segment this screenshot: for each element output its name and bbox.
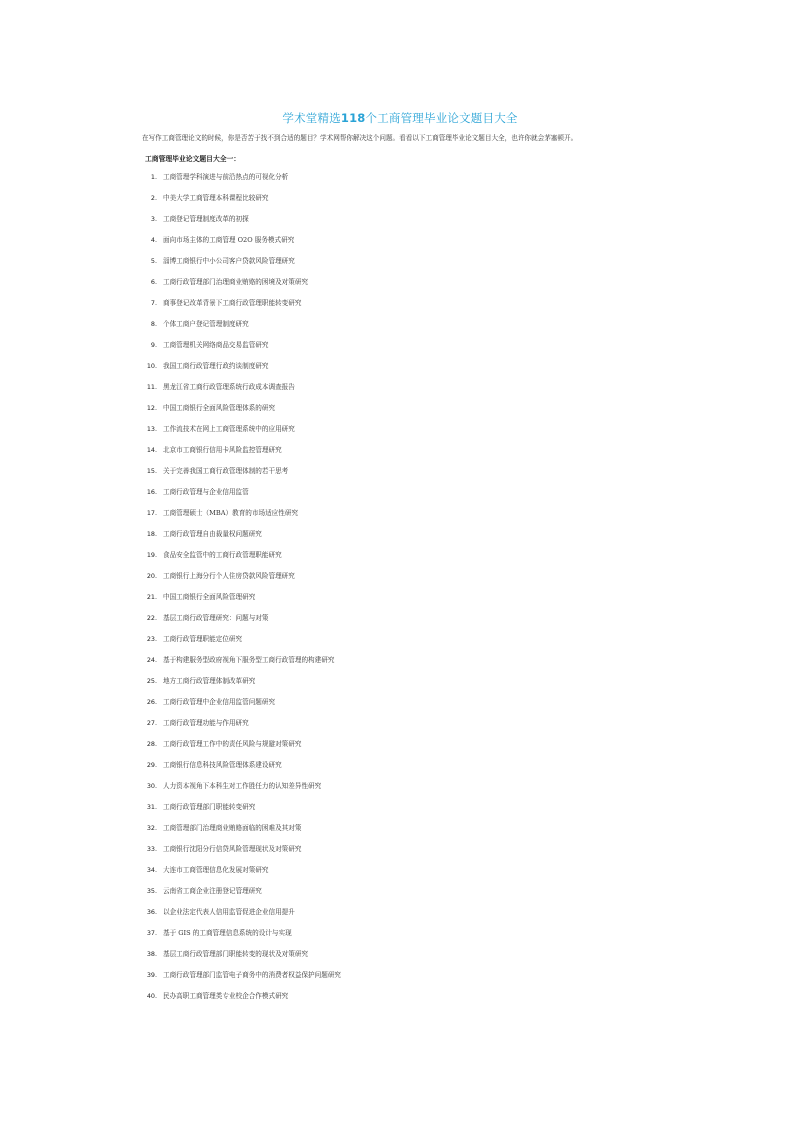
item-text: 大连市工商管理信息化发展对策研究: [163, 866, 269, 874]
list-item: [140, 277, 660, 298]
item-number: 8: [150, 320, 155, 328]
list-item: [140, 907, 660, 928]
item-number: 23: [146, 635, 155, 643]
item-separator: .: [155, 740, 158, 748]
item-text: 工商行政管理职能定位研究: [163, 635, 243, 643]
item-number: 34: [146, 866, 155, 874]
item-separator: .: [155, 635, 158, 643]
item-text: 工商银行沈阳分行信贷风险管理现状及对策研究: [163, 845, 302, 853]
item-text: 黑龙江省工商行政管理系统行政成本调查报告: [163, 383, 295, 391]
item-number: 39: [146, 971, 155, 979]
list-item: [140, 571, 660, 592]
item-text: 基于构建服务型政府视角下服务型工商行政管理的构建研究: [163, 656, 335, 664]
list-item: [140, 487, 660, 508]
item-number: 10: [146, 362, 155, 370]
list-item: [140, 865, 660, 886]
title-prefix: 学术堂精选: [282, 111, 341, 125]
item-text: 北京市工商银行信用卡风险监控管理研究: [163, 446, 282, 454]
item-text: 民办高职工商管理类专业校企合作模式研究: [163, 992, 289, 1000]
item-number: 36: [146, 908, 155, 916]
item-text: 关于完善我国工商行政管理体制的若干思考: [163, 467, 289, 475]
list-item: [140, 613, 660, 634]
list-item: [140, 172, 660, 193]
item-text: 工商行政管理自由裁量权问题研究: [163, 530, 262, 538]
item-separator: .: [155, 572, 158, 580]
list-item: [140, 991, 660, 1012]
item-separator: .: [155, 278, 158, 286]
item-number: 11: [146, 383, 155, 391]
item-separator: .: [155, 950, 158, 958]
list-item: [140, 550, 660, 571]
list-item: [140, 424, 660, 445]
item-text: 工商登记管理制度改革的初探: [163, 215, 249, 223]
list-item: [140, 676, 660, 697]
list-item: [140, 193, 660, 214]
item-text: 工商行政管理部门治理商业贿赂的困境及对策研究: [163, 278, 309, 286]
item-separator: .: [155, 320, 158, 328]
title-suffix: 个工商管理毕业论文题目大全: [365, 111, 518, 125]
list-item: [140, 739, 660, 760]
item-text: 我国工商行政管理行政约谈制度研究: [163, 362, 269, 370]
item-number: 6: [150, 278, 155, 286]
item-separator: .: [155, 614, 158, 622]
title-number: 118: [340, 111, 366, 125]
item-separator: .: [155, 593, 158, 601]
item-separator: .: [155, 488, 158, 496]
item-separator: .: [155, 509, 158, 517]
item-text: 工商行政管理工作中的责任风险与规避对策研究: [163, 740, 302, 748]
item-text: 工商管理学科演进与前沿热点的可视化分析: [163, 173, 289, 181]
section-heading: 工商管理毕业论文题目大全一：: [145, 155, 241, 163]
item-separator: .: [155, 803, 158, 811]
item-text: 工商管理部门治理商业贿赂面临的困难及其对策: [163, 824, 302, 832]
list-item: [140, 592, 660, 613]
item-text: 工商行政管理部门监管电子商务中的消费者权益保护问题研究: [163, 971, 342, 979]
item-separator: .: [155, 194, 158, 202]
item-number: 13: [146, 425, 155, 433]
item-number: 24: [146, 656, 155, 664]
item-number: 33: [146, 845, 155, 853]
item-number: 17: [146, 509, 155, 517]
item-separator: .: [155, 173, 158, 181]
list-item: [140, 508, 660, 529]
item-separator: .: [155, 908, 158, 916]
item-separator: .: [155, 551, 158, 559]
list-item: [140, 529, 660, 550]
list-item: [140, 781, 660, 802]
item-text: 个体工商户登记管理制度研究: [163, 320, 249, 328]
item-text: 基层工商行政管理研究：问题与对策: [163, 614, 269, 622]
item-number: 12: [146, 404, 155, 412]
item-text: 中国工商银行全面风险管理研究: [163, 593, 256, 601]
item-separator: .: [155, 236, 158, 244]
document-title: [0, 110, 800, 126]
item-separator: .: [155, 215, 158, 223]
item-text: 云南省工商企业注册登记管理研究: [163, 887, 262, 895]
item-number: 35: [146, 887, 155, 895]
list-item: [140, 718, 660, 739]
item-separator: .: [155, 467, 158, 475]
list-item: [140, 403, 660, 424]
list-item: [140, 382, 660, 403]
item-separator: .: [155, 761, 158, 769]
item-number: 3: [150, 215, 155, 223]
item-text: 工商银行上海分行个人住房贷款风险管理研究: [163, 572, 295, 580]
item-number: 19: [146, 551, 155, 559]
item-number: 9: [150, 341, 155, 349]
item-number: 29: [146, 761, 155, 769]
item-text: 工商行政管理与企业信用监管: [163, 488, 249, 496]
item-separator: .: [155, 677, 158, 685]
list-item: [140, 256, 660, 277]
item-text: 地方工商行政管理体制改革研究: [163, 677, 256, 685]
item-text: 工商管理机关网络商品交易监管研究: [163, 341, 269, 349]
item-number: 22: [146, 614, 155, 622]
list-item: [140, 760, 660, 781]
item-text: 淄博工商银行中小公司客户贷款风险管理研究: [163, 257, 295, 265]
list-item: [140, 361, 660, 382]
item-number: 18: [146, 530, 155, 538]
item-text: 面向市场主体的工商管理 O2O 服务模式研究: [163, 236, 295, 244]
item-number: 16: [146, 488, 155, 496]
item-number: 37: [146, 929, 155, 937]
item-separator: .: [155, 971, 158, 979]
item-text: 以企业法定代表人信用监管促进企业信用提升: [163, 908, 295, 916]
list-item: [140, 949, 660, 970]
item-number: 28: [146, 740, 155, 748]
item-separator: .: [155, 845, 158, 853]
list-item: [140, 319, 660, 340]
list-item: [140, 655, 660, 676]
item-separator: .: [155, 698, 158, 706]
item-text: 食品安全监管中的工商行政管理职能研究: [163, 551, 282, 559]
item-text: 基层工商行政管理部门职能转变的现状及对策研究: [163, 950, 309, 958]
list-item: [140, 235, 660, 256]
item-number: 38: [146, 950, 155, 958]
item-separator: .: [155, 887, 158, 895]
item-text: 工商银行信息科技风险管理体系建设研究: [163, 761, 282, 769]
item-separator: .: [155, 341, 158, 349]
list-item: [140, 823, 660, 844]
item-separator: .: [155, 299, 158, 307]
intro-paragraph: 在写作工商管理论文的时候，你是否苦于找不到合适的题目？学术网帮你解决这个问题。看看以下工商管理毕业论文题目大全，也许你就会茅塞顿开。: [142, 134, 578, 142]
item-text: 工商行政管理中企业信用监管问题研究: [163, 698, 276, 706]
item-separator: .: [155, 257, 158, 265]
item-number: 1: [150, 173, 155, 181]
item-number: 14: [146, 446, 155, 454]
list-item: [140, 844, 660, 865]
list-item: [140, 466, 660, 487]
item-separator: .: [155, 992, 158, 1000]
item-number: 7: [150, 299, 155, 307]
item-number: 20: [146, 572, 155, 580]
item-number: 5: [150, 257, 155, 265]
list-item: [140, 634, 660, 655]
item-number: 40: [146, 992, 155, 1000]
item-number: 32: [146, 824, 155, 832]
item-separator: .: [155, 866, 158, 874]
item-number: 2: [150, 194, 155, 202]
item-text: 人力资本视角下本科生对工作胜任力的认知差异性研究: [163, 782, 322, 790]
item-separator: .: [155, 929, 158, 937]
item-number: 4: [150, 236, 155, 244]
item-text: 工商管理硕士（MBA）教育的市场适应性研究: [163, 509, 299, 517]
item-separator: .: [155, 719, 158, 727]
item-text: 工作流技术在网上工商管理系统中的应用研究: [163, 425, 295, 433]
item-separator: .: [155, 446, 158, 454]
item-number: 26: [146, 698, 155, 706]
item-separator: .: [155, 425, 158, 433]
list-item: [140, 214, 660, 235]
list-item: [140, 298, 660, 319]
list-item: [140, 970, 660, 991]
item-separator: .: [155, 656, 158, 664]
list-item: [140, 340, 660, 361]
list-item: [140, 928, 660, 949]
item-text: 中美大学工商管理本科课程比较研究: [163, 194, 269, 202]
item-separator: .: [155, 782, 158, 790]
list-item: [140, 886, 660, 907]
item-number: 21: [146, 593, 155, 601]
item-text: 中国工商银行全面风险管理体系的研究: [163, 404, 276, 412]
list-item: [140, 445, 660, 466]
item-text: 商事登记改革背景下工商行政管理职能转变研究: [163, 299, 302, 307]
item-text: 工商行政管理部门职能转变研究: [163, 803, 256, 811]
item-text: 基于 GIS 的工商管理信息系统的设计与实现: [163, 929, 292, 937]
item-number: 30: [146, 782, 155, 790]
item-separator: .: [155, 404, 158, 412]
item-number: 15: [146, 467, 155, 475]
item-text: 工商行政管理功能与作用研究: [163, 719, 249, 727]
item-number: 25: [146, 677, 155, 685]
list-item: [140, 802, 660, 823]
list-item: [140, 697, 660, 718]
item-separator: .: [155, 530, 158, 538]
item-separator: .: [155, 824, 158, 832]
item-separator: .: [155, 383, 158, 391]
topic-list: [140, 172, 660, 1012]
item-number: 31: [146, 803, 155, 811]
item-separator: .: [155, 362, 158, 370]
item-number: 27: [146, 719, 155, 727]
